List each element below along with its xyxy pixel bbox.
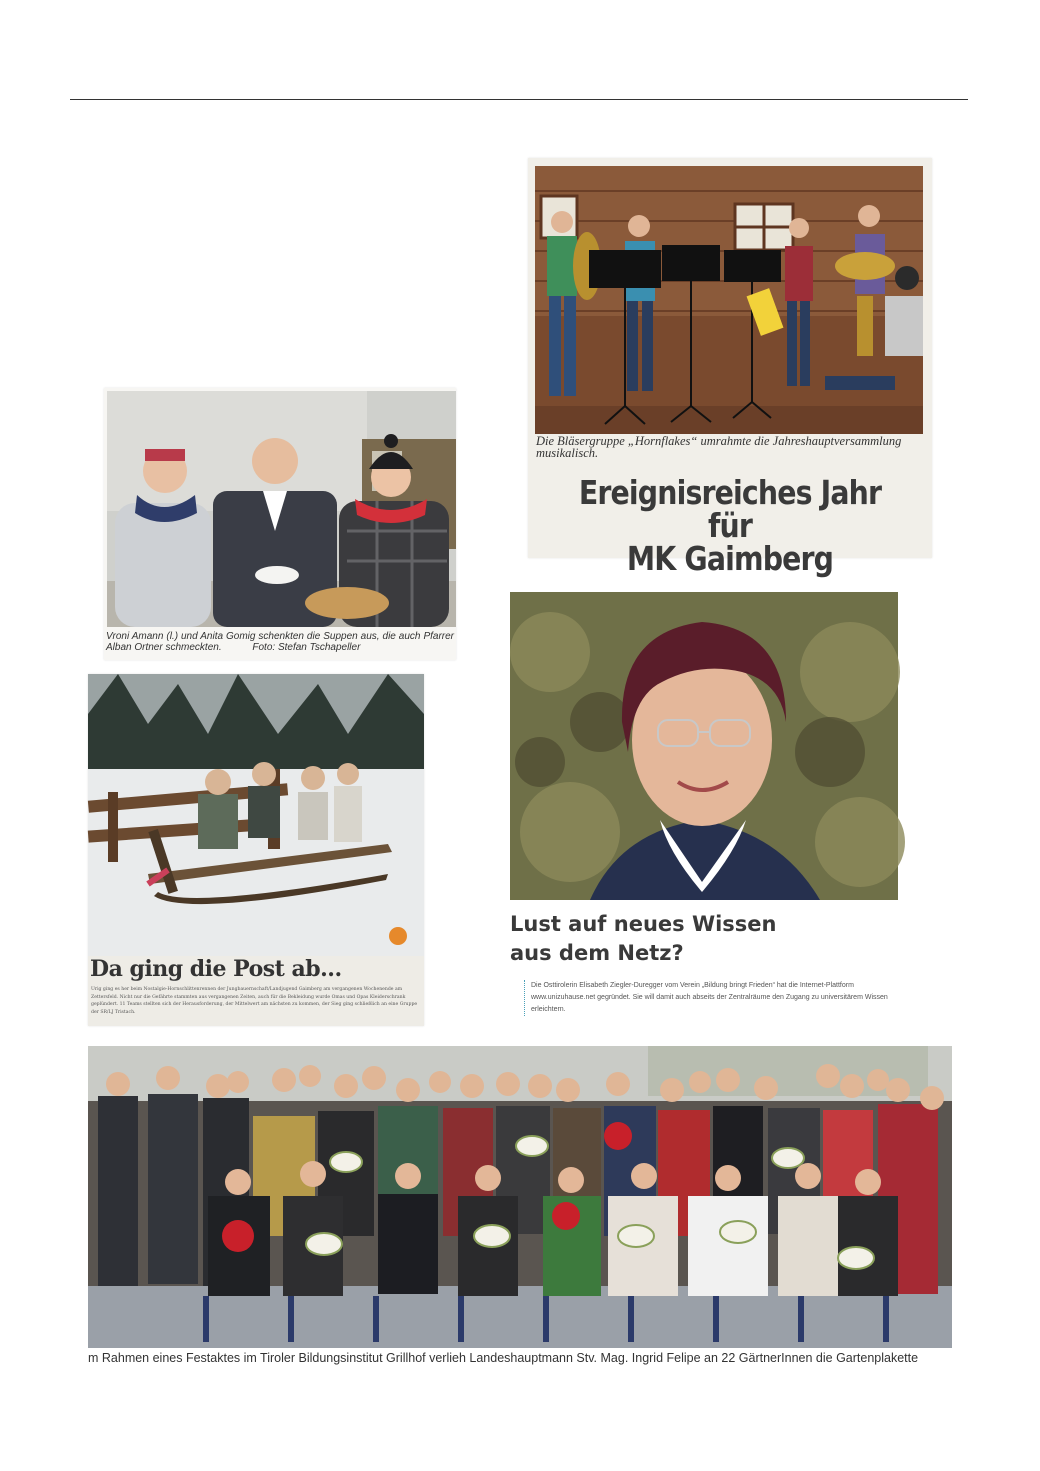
clipping-portrait bbox=[506, 592, 898, 1028]
caption-soup-text: Vroni Amann (l.) und Anita Gomig schenkten die Suppen aus, die auch Pfarrer Alban Ortner schmeckten. bbox=[106, 631, 454, 653]
clipping-sled-race bbox=[88, 674, 424, 1026]
headline-sled-race: Da ging die Post ab... bbox=[90, 956, 342, 982]
headline-portrait bbox=[510, 910, 777, 968]
body-sled-race: Urig ging es her beim Nostalgie-Hornschlittenrennen der Jungbauernschaft/Landjugend Gaimberg am vergangenen Wochenende am Zettersfeld. Nicht nur die Gefährte stammten aus vergangenen Zeiten, auch für die Bekleidung wurde Omas und Opas Kleiderschrank geplündert. 11 Teams stellten sich der Herausforderung, der Mittelwert am nächsten zu kommen, der Sieg ging schließlich an eine Gruppe der SR/LJ Tristach. bbox=[91, 987, 418, 1015]
photo-brass-band bbox=[535, 166, 923, 434]
photo-credit-soup: Foto: Stefan Tschapeller bbox=[252, 642, 361, 653]
body-portrait: Die Osttirolerin Elisabeth Ziegler-Duregger vom Verein „Bildung bringt Frieden“ hat die Internet-Plattform www.unizuhause.net gegründet. Sie will damit auch abseits der Zentralräume den Zugang zu universitärem Wissen erleichtern. bbox=[524, 980, 901, 1016]
photo-portrait bbox=[510, 592, 898, 900]
headline-portrait-line1: Lust auf neues Wissen bbox=[510, 912, 777, 936]
headline-brass-band bbox=[556, 473, 903, 578]
caption-brass-band: Die Bläsergruppe „Hornflakes“ umrahmte die Jahreshauptversammlung musikalisch. bbox=[536, 434, 902, 460]
clipping-brass-band bbox=[528, 158, 932, 578]
clipping-soup bbox=[104, 388, 456, 660]
header-rule bbox=[70, 99, 968, 100]
headline-brass-band-line2: MK Gaimberg bbox=[626, 539, 834, 578]
clipping-group-photo bbox=[88, 1046, 952, 1372]
caption-group-photo: m Rahmen eines Festaktes im Tiroler Bildungsinstitut Grillhof verlieh Landeshauptmann Stv. Mag. Ingrid Felipe an 22 GärtnerInnen die Gartenplakette bbox=[88, 1351, 919, 1365]
headline-brass-band-line1: Ereignisreiches Jahr für bbox=[578, 473, 882, 545]
photo-soup bbox=[107, 391, 456, 627]
photo-sled-race bbox=[88, 674, 424, 956]
headline-portrait-line2: aus dem Netz? bbox=[510, 941, 684, 965]
photo-group bbox=[88, 1046, 952, 1348]
caption-soup bbox=[106, 631, 454, 653]
